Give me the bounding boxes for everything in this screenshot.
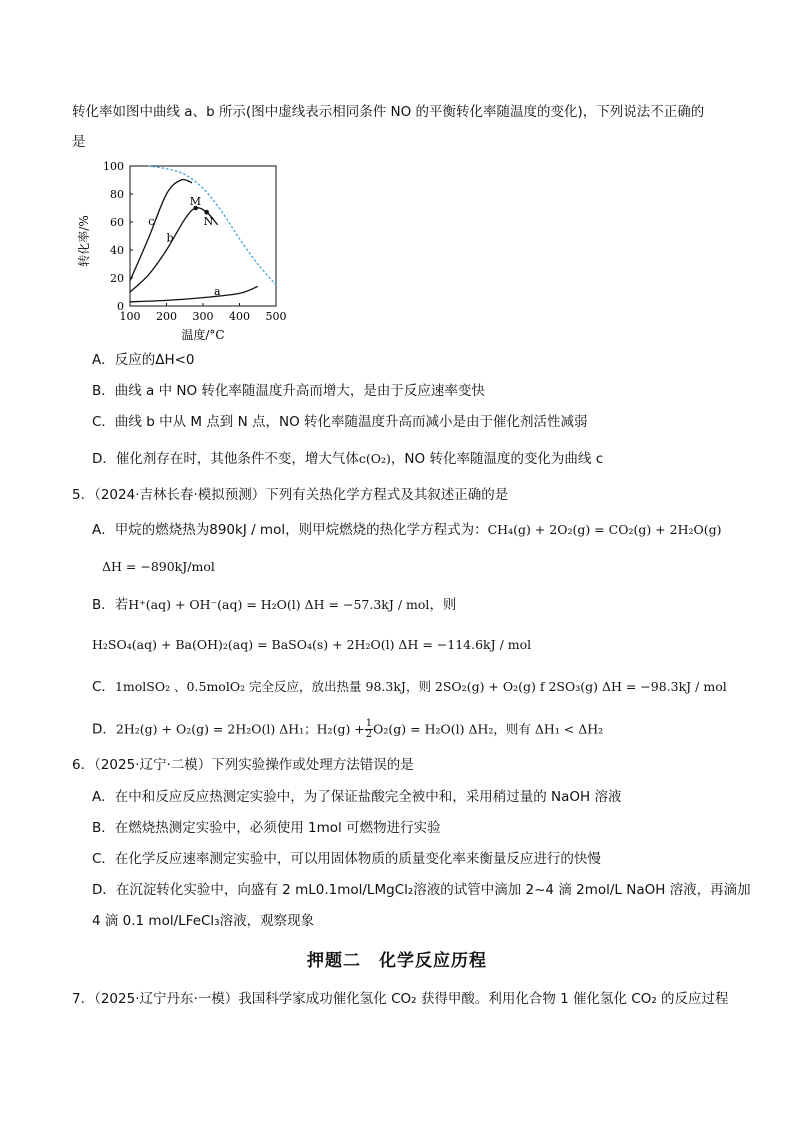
y-tick-label: 40 — [110, 244, 124, 257]
fraction-denominator: 2 — [365, 729, 373, 740]
q5-option-d-label: D． — [92, 721, 116, 738]
q5-option-d-eq2: O₂(g) = H₂O(l) ΔH₂ — [373, 721, 494, 737]
q5-option-c-label: C． — [92, 679, 115, 695]
y-tick-label: 100 — [103, 160, 124, 173]
q6-option-a: A．在中和反应反应热测定实验中，为了保证盐酸完全被中和，采用稍过量的 NaOH 溶液 — [92, 789, 622, 805]
plot-frame — [130, 166, 276, 306]
conversion-chart — [72, 156, 292, 346]
q5-option-c-eq: 1molSO₂ 、0.5molO₂ 完全反应，放出热量 98.3kJ，则 2SO₂(g) + O₂(g) f 2SO₃(g) ΔH = −98.3kJ / mol — [114, 679, 727, 694]
curve-a-line — [130, 286, 258, 301]
q5-option-d-fraction — [365, 719, 373, 740]
point-label-M: M — [189, 195, 201, 208]
q4-option-d-text: D．催化剂存在时，其他条件不变，增大气体 — [92, 451, 359, 467]
q6-option-c: C．在化学反应速率测定实验中，可以用固体物质的质量变化率来衡量反应进行的快慢 — [92, 851, 601, 867]
q6-option-b: B．在燃烧热测定实验中，必须使用 1mol 可燃物进行实验 — [92, 820, 441, 836]
q5-option-b-text: B．若 — [92, 597, 129, 613]
curve-c-line — [130, 180, 192, 281]
q5-option-a-eq: CH₄(g) + 2O₂(g) = CO₂(g) + 2H₂O(g) — [487, 522, 722, 537]
y-tick-label: 80 — [110, 188, 124, 201]
x-tick-label: 200 — [156, 310, 177, 323]
y-axis-label: 转化率/% — [77, 215, 91, 267]
q5-stem: 5．（2024·吉林长春·模拟预测）下列有关热化学方程式及其叙述正确的是 — [72, 487, 509, 503]
q5-option-a-dh: ΔH = −890kJ/mol — [102, 559, 215, 574]
curve-label-a: a — [213, 284, 221, 298]
q5-option-c — [92, 678, 727, 696]
q5-option-a-text: A．甲烷的燃烧热为890kJ / mol，则甲烷燃烧的热化学方程式为： — [92, 522, 488, 538]
q7-stem: 7．（2025·辽宁丹东·一模）我国科学家成功催化氢化 CO₂ 获得甲酸。利用化合物 1 催化氢化 CO₂ 的反应过程 — [72, 991, 729, 1007]
y-tick-label: 0 — [117, 300, 124, 313]
x-tick-label: 100 — [119, 310, 141, 323]
y-tick-label: 20 — [110, 272, 124, 285]
q6-option-d-line2: 4 滴 0.1 mol/LFeCl₃溶液，观察现象 — [92, 913, 315, 929]
curve-label-c: c — [148, 214, 155, 228]
q4-option-a: A．反应的ΔH<0 — [92, 352, 195, 368]
q4-option-d-tail: ，NO 转化率随温度的变化为曲线 c — [390, 451, 604, 467]
q4-option-d — [92, 450, 603, 468]
point-label-N: N — [203, 215, 214, 229]
q5-option-a — [92, 521, 722, 539]
q4-option-c: C．曲线 b 中从 M 点到 N 点，NO 转化率随温度升高而减小是由于催化剂活性减弱 — [92, 414, 588, 430]
fraction-numerator: 1 — [365, 718, 373, 729]
x-tick-label: 300 — [192, 310, 214, 323]
q4-option-d-math: c(O₂) — [358, 451, 391, 466]
intro-line-1: 转化率如图中曲线 a、b 所示(图中虚线表示相同条件 NO 的平衡转化率随温度的变化)，下列说法不正确的 — [72, 104, 705, 120]
q5-option-b — [92, 596, 456, 614]
x-axis-label: 温度/°C — [181, 328, 225, 342]
point-N — [204, 210, 209, 215]
y-tick-label: 60 — [110, 216, 124, 229]
q5-option-b-eq2: H₂SO₄(aq) + Ba(OH)₂(aq) = BaSO₄(s) + 2H₂O(l) ΔH = −114.6kJ / mol — [92, 637, 532, 652]
x-tick-label: 500 — [265, 310, 287, 323]
x-tick-label: 400 — [229, 310, 250, 323]
q6-stem: 6．（2025·辽宁·二模）下列实验操作或处理方法错误的是 — [72, 757, 414, 773]
curve-label-b: b — [166, 231, 174, 245]
q5-option-d — [92, 719, 603, 740]
q5-option-d-tail: ，则有 ΔH₁ < ΔH₂ — [493, 721, 604, 737]
q6-option-d-line1: D．在沉淀转化实验中，向盛有 2 mL0.1mol/LMgCl₂溶液的试管中滴加 2~4 滴 2mol/L NaOH 溶液，再滴加 — [92, 882, 751, 898]
q5-option-b-tail: ，则 — [429, 597, 457, 613]
intro-line-2: 是 — [72, 134, 86, 150]
q4-option-b: B．曲线 a 中 NO 转化率随温度升高而增大，是由于反应速率变快 — [92, 383, 485, 399]
q5-option-b-eq: H⁺(aq) + OH⁻(aq) = H₂O(l) ΔH = −57.3kJ / mol — [128, 597, 430, 612]
q5-option-d-eq1: 2H₂(g) + O₂(g) = 2H₂O(l) ΔH₁；H₂(g) + — [115, 721, 365, 737]
section-title: 押题二 化学反应历程 — [307, 951, 487, 971]
